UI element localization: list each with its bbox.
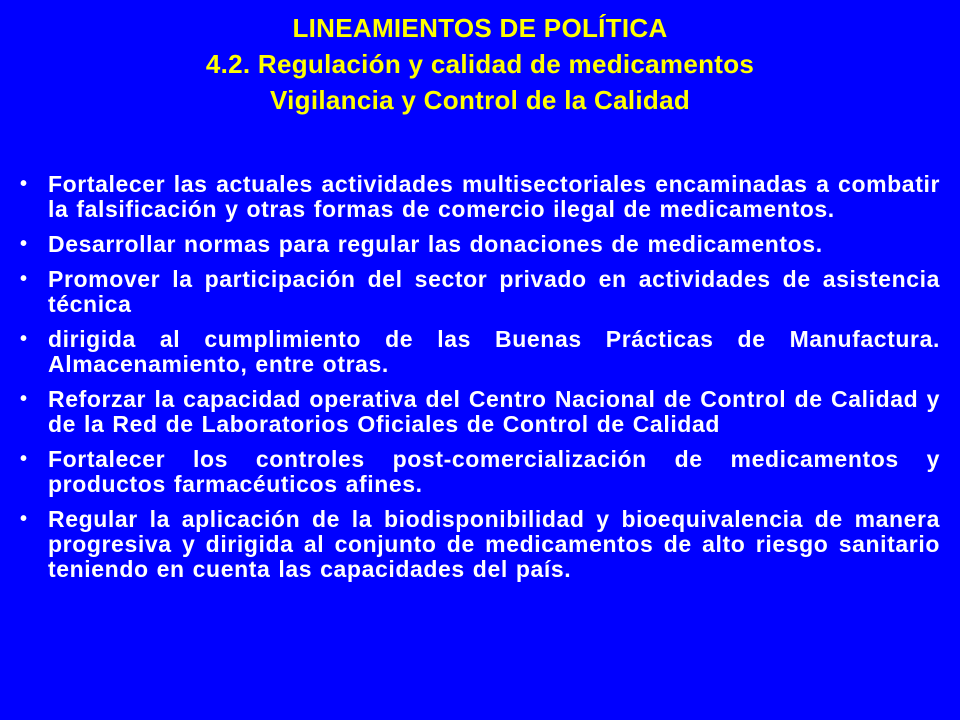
- bullet-item: [20, 327, 940, 377]
- bullet-icon: •: [20, 233, 28, 255]
- bullet-icon: •: [20, 448, 28, 470]
- bullet-text: Regular la aplicación de la biodisponibilidad y bioequivalencia de manera progresiva y dirigida al conjunto de medicamentos de alto riesgo sanitario teniendo en cuenta las capacidades del país.: [48, 506, 940, 582]
- bullet-text: Reforzar la capacidad operativa del Centro Nacional de Control de Calidad y de la Red de Laboratorios Oficiales de Control de Calidad: [48, 386, 940, 437]
- bullet-text: dirigida al cumplimiento de las Buenas Prácticas de Manufactura. Almacenamiento, entre otras.: [48, 326, 940, 377]
- bullet-item: [20, 387, 940, 437]
- bullet-icon: •: [20, 508, 28, 530]
- title-line-3: Vigilancia y Control de la Calidad: [269, 85, 691, 115]
- title-line-2: 4.2. Regulación y calidad de medicamentos: [205, 49, 755, 79]
- bullet-item: [20, 232, 940, 257]
- bullet-icon: •: [20, 173, 28, 195]
- bullet-icon: •: [20, 268, 28, 290]
- bullet-icon: •: [20, 388, 28, 410]
- bullet-item: [20, 267, 940, 317]
- bullet-list: [20, 172, 940, 592]
- bullet-item: [20, 172, 940, 222]
- bullet-text: Desarrollar normas para regular las donaciones de medicamentos.: [48, 231, 823, 257]
- bullet-item: [20, 507, 940, 582]
- bullet-icon: •: [20, 328, 28, 350]
- bullet-text: Fortalecer los controles post-comercialización de medicamentos y productos farmacéuticos afines.: [48, 446, 940, 497]
- bullet-item: [20, 447, 940, 497]
- title-line-1: LINEAMIENTOS DE POLÍTICA: [292, 13, 668, 43]
- bullet-text: Promover la participación del sector privado en actividades de asistencia técnica: [48, 266, 940, 317]
- bullet-text: Fortalecer las actuales actividades multisectoriales encaminadas a combatir la falsificación y otras formas de comercio ilegal de medicamentos.: [48, 171, 940, 222]
- slide-title: [0, 10, 960, 118]
